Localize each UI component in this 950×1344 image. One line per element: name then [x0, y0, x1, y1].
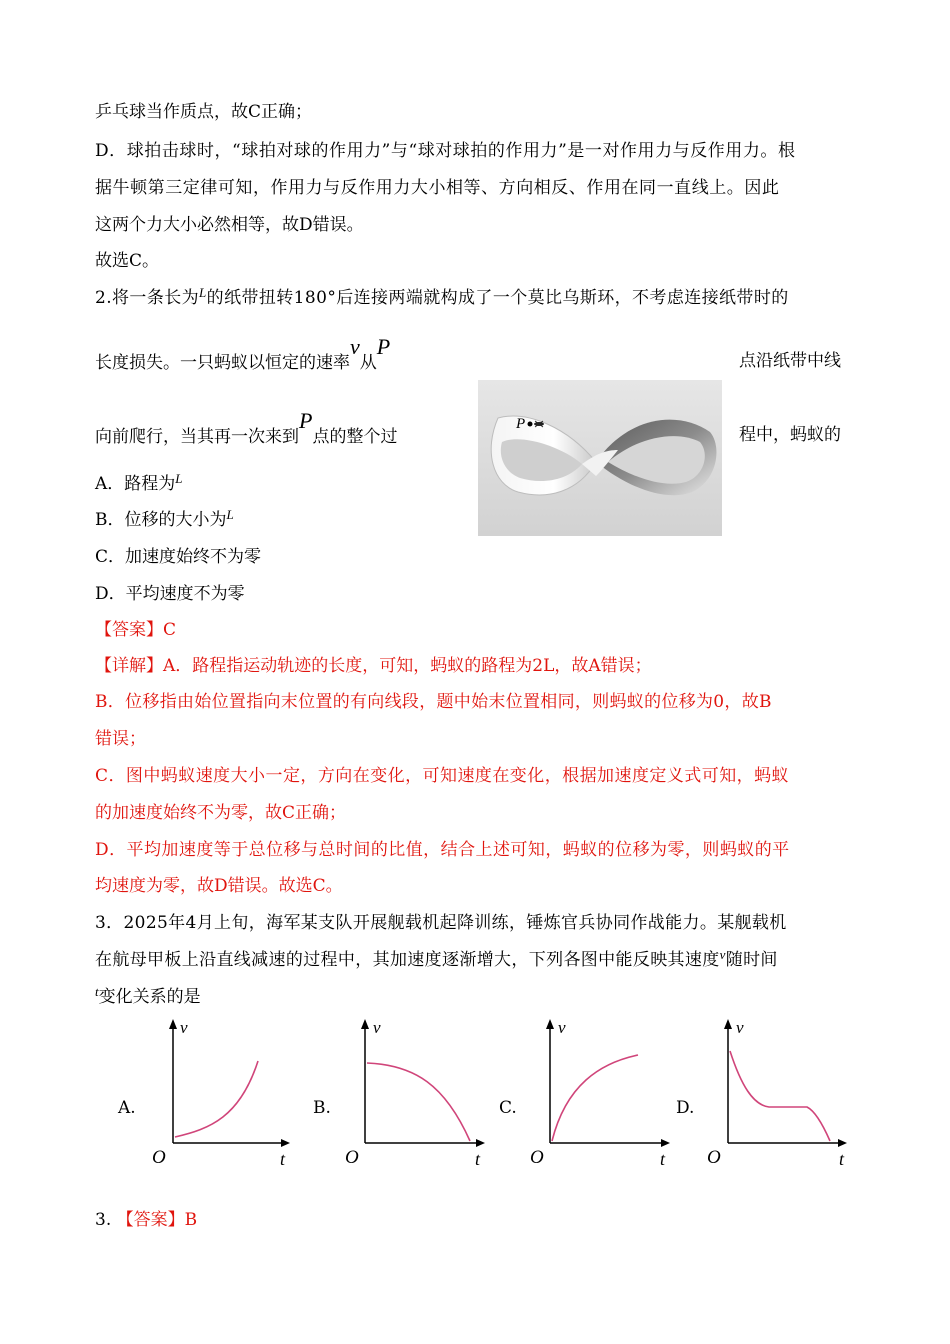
axis-v-label: v: [558, 1018, 566, 1037]
point-p-label: P: [516, 416, 526, 432]
question-3-stem-line3: $^t$变化关系的是: [95, 984, 201, 1007]
mobius-strip-image: [478, 380, 722, 536]
velocity-curve: [175, 1061, 258, 1137]
text-line: D．球拍击球时，“球拍对球的作用力”与“球对球拍的作用力”是一对作用力与反作用力。根: [95, 141, 796, 161]
text-right: 点沿纸带中线: [739, 351, 841, 371]
graph-b-label: B.: [313, 1098, 331, 1118]
origin-label: O: [530, 1147, 544, 1168]
axis-t-label: t: [660, 1149, 666, 1169]
graph-d-label: D.: [676, 1098, 695, 1118]
graph-d: [707, 1015, 852, 1170]
graph-c-label: C.: [499, 1098, 517, 1118]
option-d: D．平均速度不为零: [95, 584, 245, 604]
explanation-line: B．位移指由始位置指向末位置的有向线段，题中始末位置相同，则蚂蚁的位移为0，故B: [95, 692, 772, 712]
graph-a-label: A.: [118, 1098, 136, 1118]
ant-dot: [528, 422, 533, 427]
graph-a: [150, 1015, 295, 1170]
answer: 【答案】C: [95, 620, 177, 640]
text-right: 程中，蚂蚁的: [739, 425, 841, 445]
origin-label: O: [345, 1147, 359, 1168]
origin-label: O: [707, 1147, 721, 1168]
graph-b: [345, 1015, 490, 1170]
explanation-line: C．图中蚂蚁速度大小一定，方向在变化，可知速度在变化，根据加速度定义式可知，蚂蚁: [95, 766, 790, 786]
axis-v-label: v: [736, 1018, 744, 1037]
origin-label: O: [152, 1147, 166, 1168]
axis-t-label: t: [839, 1149, 845, 1169]
axis-v-label: v: [180, 1018, 188, 1037]
explanation-line: 错误；: [95, 729, 146, 749]
explanation-line: 【详解】A．路程指运动轨迹的长度，可知，蚂蚁的路程为2L，故A错误；: [95, 656, 652, 676]
text-line: 这两个力大小必然相等，故D错误。: [95, 215, 364, 235]
text-line: 故选C。: [95, 251, 160, 271]
answer-3: 3. 【答案】B: [95, 1210, 198, 1230]
velocity-curve: [367, 1063, 470, 1141]
explanation-line: D．平均加速度等于总位移与总时间的比值，结合上述可知，蚂蚁的位移为零，则蚂蚁的平: [95, 840, 790, 860]
axis-t-label: t: [475, 1149, 481, 1169]
text-line: 乒乓球当作质点，故C正确；: [95, 102, 313, 122]
explanation-line: 均速度为零，故D错误。故选C。: [95, 876, 343, 896]
question-3-stem-line2: 在航母甲板上沿直线减速的过程中，其加速度逐渐增大，下列各图中能反映其速度$^v$随时间: [95, 947, 778, 970]
question-2-stem: 2.将一条长为$^L$的纸带扭转180°后连接两端就构成了一个莫比乌斯环，不考虑连接纸带时的: [95, 285, 789, 308]
option-a: A．路程为$^L$: [95, 471, 183, 494]
axis-t-label: t: [280, 1149, 286, 1169]
option-b: B．位移的大小为$^L$: [95, 507, 234, 530]
velocity-curve: [552, 1055, 638, 1141]
question-2-stem-line3: 向前爬行，当其再一次来到P点的整个过: [95, 408, 398, 447]
text-line: 据牛顿第三定律可知，作用力与反作用力大小相等、方向相反、作用在同一直线上。因此: [95, 178, 780, 198]
graph-c: [530, 1015, 675, 1170]
explanation-line: 的加速度始终不为零，故C正确；: [95, 803, 347, 823]
question-3-stem: 3．2025年4月上旬，海军某支队开展舰载机起降训练，锤炼官兵协同作战能力。某舰载机: [95, 913, 787, 933]
option-c: C．加速度始终不为零: [95, 547, 262, 567]
velocity-curve: [730, 1051, 830, 1141]
question-2-stem-line2: 长度损失。一只蚂蚁以恒定的速率v从P: [95, 334, 391, 373]
axis-v-label: v: [373, 1018, 381, 1037]
